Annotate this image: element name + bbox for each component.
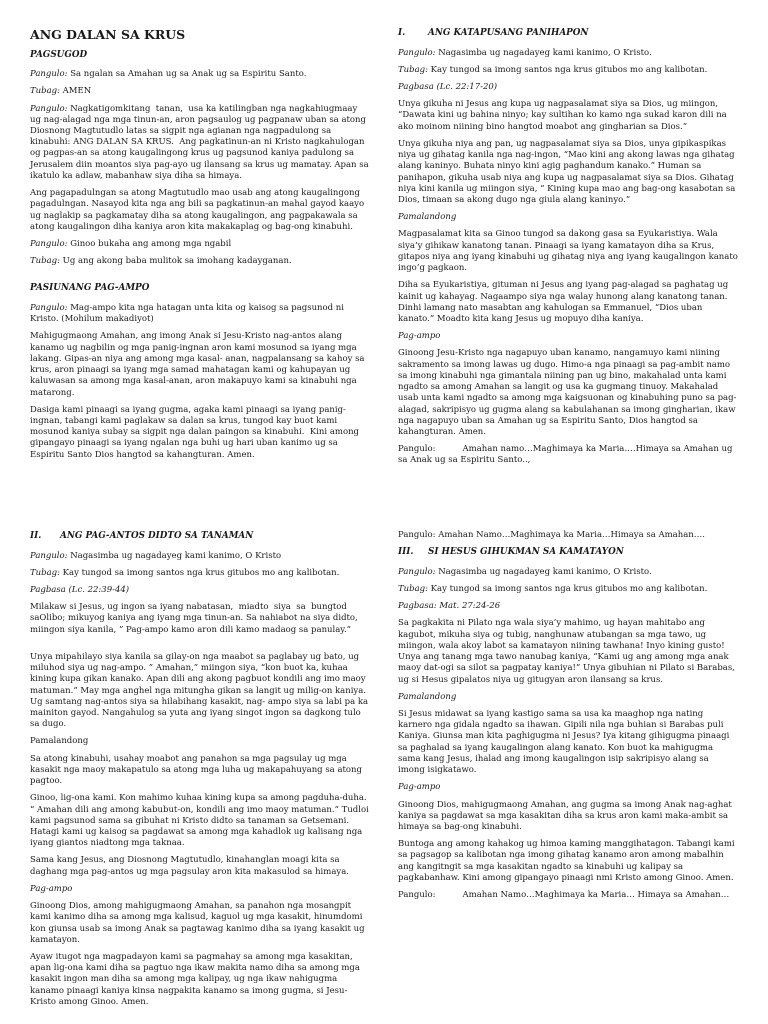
label-pag-ampo: Pag-ampo	[30, 883, 73, 894]
paragraph: Ayaw itugot nga magpadayon kami sa pagmahay sa among mga kasakitan, apan lig-ona kami diha sa pagtuo nga ikaw makita namo diha sa among mga kasakit ingon man diha sa among mga kalipay, ug nga ikaw nahigugma kanamo pinaagi kaniya kinsa nagpakita kanamo sa imong gugma, si Jesu-Kristo among Ginoo. Amen.	[30, 951, 363, 1007]
leader-paragraph: Pangulo: Nagkatigomkitang tanan, usa ka katilingban nga nagkahiugmaay ug nag-alagad nga mga tinun-an, aron pagsaulog ug pagpanaw uban sa atong Diosnong Magtutudlo latas sa sigpit nga agianan nga nagpadulong sa kinabuhi: ANG DALAN SA KRUS. Ang pagkatinun-an ni Kristo nagkahulogan og pagpas-an sa atong kaugalingong krus ug pagsunod kaniya padulong sa Jerusalem diin moantos siya pag-ayo ug ilansang sa krus ug mamatay. Apan sa ikatulo ka adlaw, mabanhaw siya diha sa himaya.	[30, 103, 372, 181]
label-pamalandong: Pamalandong	[30, 736, 89, 747]
column-top-right	[398, 28, 741, 473]
leader-line: Pangulo: Sa ngalan sa Amahan ug sa Anak ug sa Espiritu Santo.	[30, 69, 307, 80]
response-line: Tubag: Kay tungod sa imong santos nga krus gitubos mo ang kalibotan.	[398, 64, 708, 75]
paragraph: Ginoo, lig-ona kami. Kon mahimo kuhaa kining kupa sa among pagduha-duha. “ Amahan dili ang among kabubut-on, kondili ang imo maoy matuman.” Tudloi kami pagsunod sama sa gibuhat ni Kristo didto sa tanaman sa Getsemani. Hatagi kami ug kaisog sa pagdawat sa among mga kahadlok ug kalisang nga iyang giantos niadtong mga taknaa.	[30, 793, 372, 849]
paragraph: Si Jesus midawat sa iyang kastigo sama sa usa ka maaghop nga nating karnero nga gidala ngadto sa ihawan. Gipili nila nga buhian si Barabas puli Kaniya. Giunsa man kita paghigugma ni Jesus? Iya kitang gihigugma pinaagi sa paghalad sa iyang kaugalingon alang kanato. Kon buot ka mahigugma sama kang Jesus, ihalad ang imong kaugalingon isip sakripisyo alang sa imong isigkatawo.	[398, 709, 733, 776]
label-pamalandong: Pamalandong	[398, 691, 457, 702]
column-bottom-left	[30, 531, 370, 1014]
station-heading-1: I. ANG KATAPUSANG PANIHAPON	[398, 28, 589, 38]
paragraph: Milakaw si Jesus, ug ingon sa iyang nabatasan, miadto siya sa bungtod saOlibo; mikuyog kaniya ang iyang mga tinun-an. Sa nahiabot na siya didto, miingon siya kanila, ” Pag-ampo kamo aron dili kamo madaog sa panulay.”	[30, 602, 361, 635]
paragraph: Ang pagapadulngan sa atong Magtutudlo mao usab ang atong kaugalingong pagadulngan. Nasayod kita nga ang bili sa pagkatinun-an mahal gayod kaayo ug naglakip sa pagkamatay diha sa atong kaugalingon, ang pagpakawala sa atong kaugalingon diha kaniya aron kita makakaplag og bag-ong kinabuhi.	[30, 188, 367, 232]
response-line: Tubag: Kay tungod sa imong santos nga krus gitubos mo ang kalibotan.	[30, 567, 340, 578]
paragraph: Magpasalamat kita sa Ginoo tungod sa dakong gasa sa Eyukaristiya. Wala siya’y gihikaw kanatong tanan. Pinaagi sa iyang kamatayon diha sa Krus, gitapos niya ang iyang kinabuhi ug gihatag niya ang iyang kaugalingon kanato ingo’g pagkaon.	[398, 229, 741, 274]
label-pag-ampo: Pag-ampo	[398, 331, 441, 342]
response-line: Tubag: Kay tungod sa imong santos nga krus gitubos mo ang kalibotan.	[398, 584, 708, 595]
leader-line: Pangulo: Ginoo bukaha ang among mga ngabil	[30, 238, 232, 249]
paragraph: Unya gikuha niya ang pan, ug nagpasalamat siya sa Dios, unya gipikaspikas niya ug gihatag kanila nga nag-ingon, “Mao kini ang akong lawas nga gihatag alang kaninyo. Buhata ninyo kini agig paghandum kanako.” Human sa panihapon, gikuha usab niya ang kupa ug nagpasalamat siya sa Dios. Gihatag niya kini kanila ug miingon siya, “ Kining kupa mao ang bag-ong kasabotan sa Dios, timaan sa akong dugo nga giula alang kaninyo.”	[398, 138, 739, 206]
paragraph: Mahigugmaong Amahan, ang imong Anak si Jesu-Kristo nag-antos alang kanamo ug nagbilin og mga panig-ingnan aron kami mosunod sa iyang mga lakang. Gipas-an niya ang among mga kasal- anan, nagpalansang sa kahoy sa krus, aron pinaagi sa iyang mga samad mahatagan kami og kahupayan ug kaluwasan sa among mga kasal-anan, aron makapuyo kami sa kinabuhi nga matarong.	[30, 331, 368, 398]
closing-line: Pangulo: Amahan namo…Maghimaya ka Maria….Himaya sa Amahan ug sa Anak ug sa Espiritu Santo..,	[398, 444, 736, 466]
reading-reference: Pagbasa (Lc. 22:17-20)	[398, 82, 498, 93]
paragraph: Unya mipahilayo siya kanila sa gilay-on nga maabot sa paglabay ug bato, ug miluhod siya ug nag-ampo. ” Amahan,” miingon siya, “kon buot ka, kuhaa kining kupa gikan kanako. Apan dili ang akong pagbuot kondili ang imo maoy matuman.” May mga anghel nga mitungha gikan sa langit ug milig-on kaniya. Ug samtang nag-antos siya sa hilabihang kasakit, nag- ampo siya sa labi pa ka mainiton gayod. Nangahulog sa yuta ang iyang singot ingon sa dagkong tulo sa dugo.	[30, 651, 371, 730]
leader-line: Pangulo: Nagasimba ug nagadayeg kami kanimo, O Kristo.	[398, 566, 652, 577]
reading-reference: Pagbasa (Lc. 22:39-44)	[30, 585, 130, 596]
leader-line: Pangulo: Nagasimba ug nagadayeg kami kanimo, O Kristo	[30, 550, 282, 561]
label-pag-ampo: Pag-ampo	[398, 782, 441, 793]
paragraph: Buntoga ang among kahakog ug himoa kaming manggihatagon. Tabangi kami sa pagsagop sa kalibotan nga imong gihatag kanamo aron among mabalhin ang kangitngit sa mga kasakitan ngadto sa kinabuhi ug kalipay sa pagkabanhaw. Kini among gipangayo pinaagi nmi Kristo among Ginoo. Amen.	[398, 839, 738, 883]
paragraph: Ginoong Dios, among mahigugmaong Amahan, sa panahon nga mosangpit kami kanimo diha sa among mga kalisud, kaguol ug mga kasakit, hinumdomi kon giunsa usab sa imong Anak sa pagtawag kanimo diha sa iyang kasakit ug kamatayon.	[30, 901, 368, 945]
station-heading-3: III. SI HESUS GIHUKMAN SA KAMATAYON	[398, 547, 624, 558]
station-heading-2: II. ANG PAG-ANTOS DIDTO SA TANAMAN	[30, 531, 254, 541]
response-line: Tubag: Ug ang akong baba mulitok sa imohang kadayganan.	[30, 256, 292, 267]
reading-reference: Pagbasa: Mat. 27:24-26	[398, 601, 501, 612]
paragraph: Sa pagkakita ni Pilato nga wala siya’y mahimo, ug hayan mahitabo ang kagubot, mikuha siya og tubig, nanghunaw atubangan sa mga tawo, ug miingon, wala akoy labot sa kamatayon niining tawhana! Inyo kining gusto! Unya ang tanang mga tawo nanubag kaniya, “Kami ug ang among mga anak maoy dat-ogi sa silot sa pagpatay kaniya!” Unya gibuhian ni Pilato si Barabas, ug si Hesus gipalatos niya ug gitugyan aron ilansang sa krus.	[398, 618, 738, 685]
section-heading-pasiunang-pag-ampo: PASIUNANG PAG-AMPO	[30, 283, 150, 294]
column-bottom-right	[398, 530, 738, 907]
label-pamalandong: Pamalandong	[398, 212, 457, 223]
column-top-left	[30, 27, 370, 467]
document-title: ANG DALAN SA KRUS	[30, 27, 186, 42]
paragraph: Sama kang Jesus, ang Diosnong Magtutudlo, kinahanglan moagi kita sa daghang mga pag-antos ug mga pagsulay aron kita makasulod sa himaya.	[30, 855, 349, 877]
paragraph: Ginoong Jesu-Kristo nga nagapuyo uban kanamo, nangamuyo kami niining sakramento sa imong lawas ug dugo. Himo-a nga pinaagi sa pag-ambit namo sa imong kinabuhi nga gimantala niining pan ug bino, makahalad unta kami ngadto sa among Amahan sa langit og usa ka gugmang tinuoy. Makahalad usab unta kami ngadto sa among mga kaigsuonan og kinabuhing puno sa pag-alagad, sakripisyo ug gugma alang sa kabulahanan sa imong gingharian, ikaw nga nagapuyo uban sa Amahan ug sa Espiritu Santo, Dios hangtod sa kahangturan. Amen.	[398, 348, 739, 437]
paragraph: Dasiga kami pinaagi sa iyang gugma, agaka kami pinaagi sa iyang panig- ingnan, tabangi kami paglakaw sa dalan sa krus, tungod kay buot kami mosunod kaniya subay sa sigpit nga dalan paingon sa kinabuhi. Kini among gipangayo pinaagi sa iyang ngalan nga buhi ug hari uban kanimo ug sa Espiritu Santo Dios hangtod sa kahangturan. Amen.	[30, 404, 362, 460]
paragraph: Unya gikuha ni Jesus ang kupa ug nagpasalamat siya sa Dios, ug miingon, “Dawata kini ug bahina ninyo; kay sultihan ko kamo nga sukad karon dili na ako moinom niining bino hangtod moabot ang gingharian sa Dios.”	[398, 99, 730, 132]
leader-line: Pangulo: Nagasimba ug nagadayeg kami kanimo, O Kristo.	[398, 47, 652, 58]
paragraph: Ginoong Dios, mahigugmaong Amahan, ang gugma sa imong Anak nag-aghat kaniya sa pagdawat sa mga kasakitan diha sa krus aron kami maka-ambit sa himaya sa bag-ong kinabuhi.	[398, 799, 735, 832]
section-heading-pagsugod: PAGSUGOD	[30, 49, 88, 60]
paragraph: Sa atong kinabuhi, usahay moabot ang panahon sa mga pagsulay ug mga kasakit nga maoy makapatulo sa atong mga luha ug makapahuyang sa atong pagtoo.	[30, 753, 365, 787]
paragraph: Diha sa Eyukaristiya, gituman ni Jesus ang iyang pag-alagad sa paghatag ug kainit ug kahayag. Nagaampo siya nga walay hunong alang kanatong tanan. Dinhi lamang nato masabtan ang kahulogan sa Emmanuel, “Dios uban kanato.” Moadto kita kang Jesus ug mopuyo diha kaniya.	[398, 280, 731, 324]
leader-line: Pangulo: Mag-ampo kita nga hatagan unta kita og kaisog sa pagsunod ni Kristo. (Mohilum makadiyot)	[30, 303, 347, 325]
carryover-closing-line: Pangulo: Amahan Namo…Maghimaya ka Maria…Himaya sa Amahan….	[398, 530, 705, 540]
closing-line: Pangulo: Amahan Namo…Maghimaya ka Maria… Himaya sa Amahan…	[398, 890, 730, 901]
response-line: Tubag: AMEN	[30, 86, 92, 97]
